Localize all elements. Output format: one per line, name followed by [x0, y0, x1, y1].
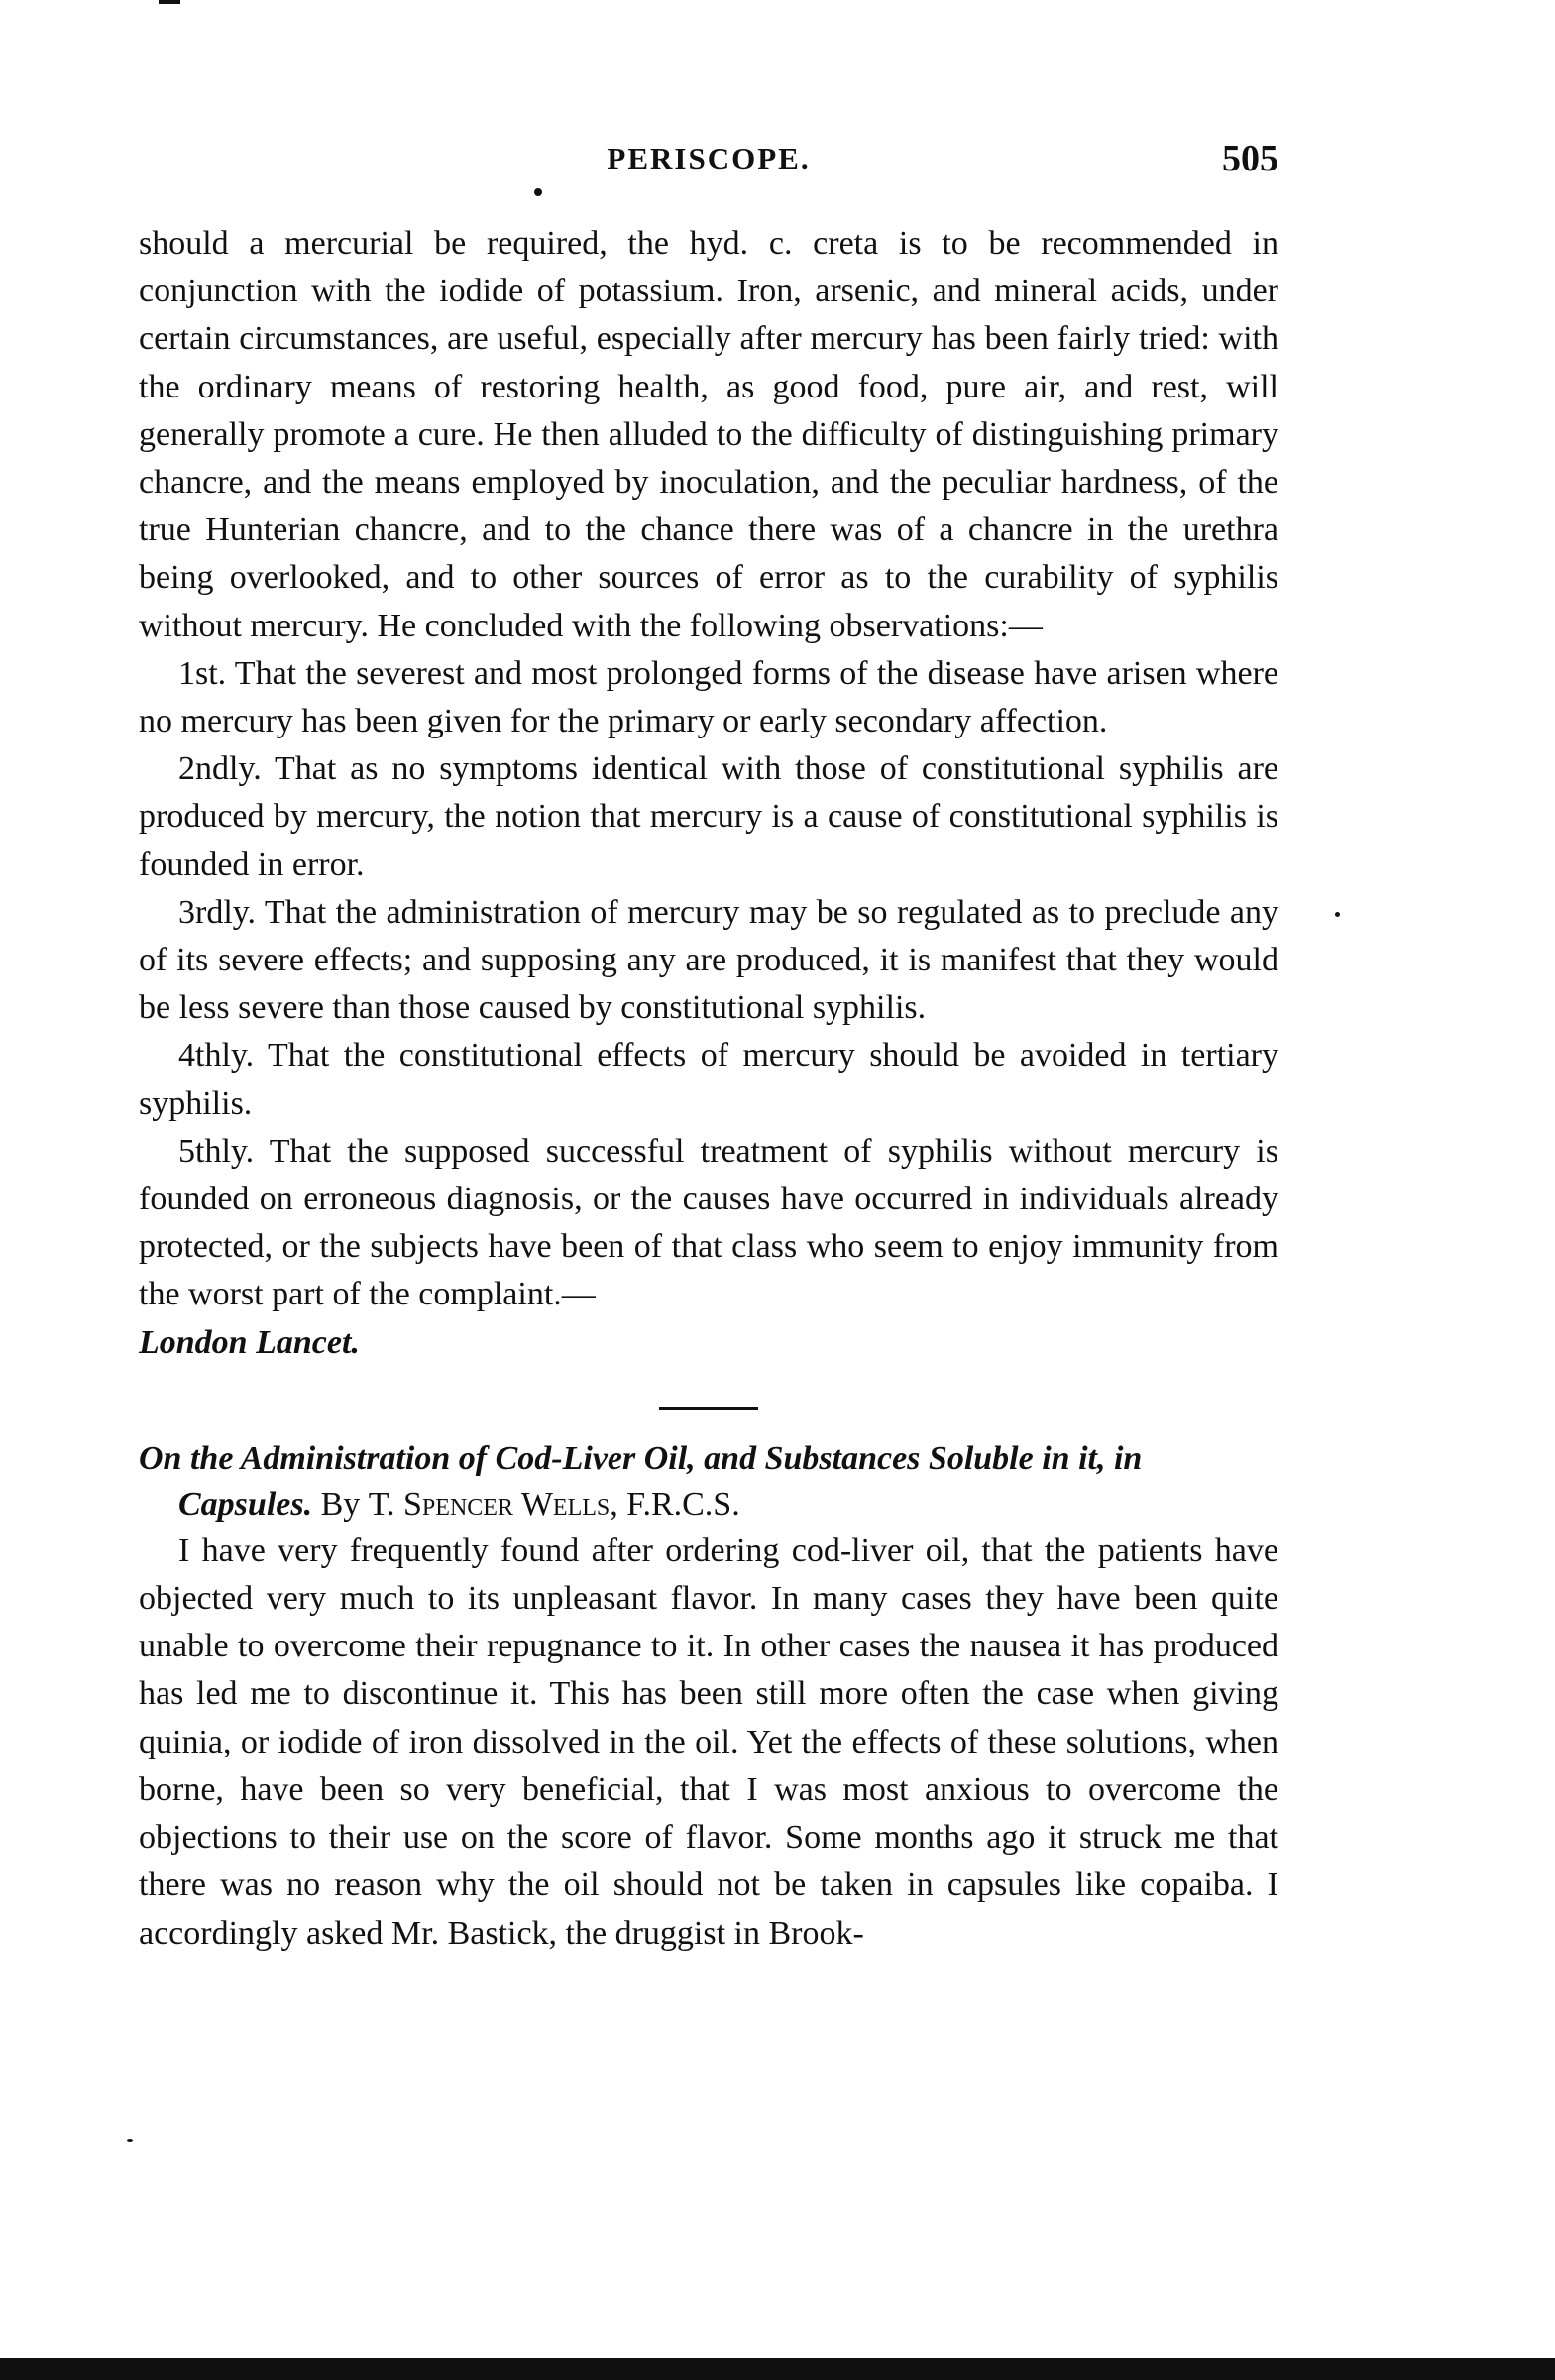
observation-3: 3rdly. That the administration of mercury may be so regulated as to preclude any of its severe effects; and supposing any are produced, it is manifest that they would be less severe than those caused by constitutional syphilis.	[139, 893, 1278, 1027]
article-byline	[321, 1486, 740, 1523]
scan-bottom-border	[0, 2358, 1555, 2380]
section-divider	[659, 1407, 758, 1410]
article-title-line	[139, 1436, 1278, 1528]
running-head	[139, 137, 1278, 186]
article-title: On the Administration of Cod-Liver Oil, and Substances Soluble in it, in Capsules.	[139, 1439, 1143, 1523]
page-number: 505	[1222, 138, 1278, 179]
ink-speck	[127, 2139, 133, 2142]
article-paragraph: I have very frequently found after ordering cod-liver oil, that the patients have objected very much to its unpleasant flavor. In many cases they have been quite unable to overcome their repugnance to it. In other cases the nausea it has produced has led me to discontinue it. This has been still more often the case when giving quinia, or iodide of iron dissolved in the oil. Yet the effects of these solutions, when borne, have been so very beneficial, that I was most anxious to overcome the objections to their use on the score of flavor. Some months ago it struck me that there was no reason why the oil should not be taken in capsules like copaiba. I accordingly asked Mr. Bastick, the druggist in Brook-	[139, 1531, 1278, 1952]
observation-4: 4thly. That the constitutional effects of mercury should be avoided in tertiary syphilis.	[139, 1037, 1278, 1122]
scan-mark	[159, 0, 180, 4]
observation-2: 2ndly. That as no symptoms identical with those of constitutional syphilis are produced by mercury, the notion that mercury is a cause of constitutional syphilis is founded in error.	[139, 750, 1278, 883]
ink-speck	[1335, 912, 1340, 917]
byline-prefix: By	[320, 1485, 361, 1523]
article-author: T. Spencer Wells, F.R.C.S.	[368, 1485, 740, 1523]
source-citation: London Lancet.	[139, 1323, 360, 1361]
observation-5: 5thly. That the supposed successful treatment of syphilis without mercury is founded on erroneous diagnosis, or the causes have occurred in individuals already protected, or the subjects have been of that class who seem to enjoy immunity from the worst part of the complaint.—	[139, 1132, 1278, 1313]
ink-speck	[534, 188, 542, 196]
running-title: PERISCOPE.	[607, 141, 811, 175]
observation-1: 1st. That the severest and most prolonged forms of the disease have arisen where no mercury has been given for the primary or early secondary affection.	[139, 654, 1278, 740]
paragraph: should a mercurial be required, the hyd. c. creta is to be recommended in conjunction with the iodide of potassium. Iron, arsenic, and mineral acids, under certain circumstances, are useful, especially after mercury has been fairly tried: with the ordinary means of restoring health, as good food, pure air, and rest, will generally promote a cure. He then alluded to the difficulty of distinguishing primary chancre, and the means employed by inoculation, and the peculiar hardness, of the true Hunterian chancre, and to the chance there was of a chancre in the urethra being overlooked, and to other sources of error as to the curability of syphilis without mercury. He concluded with the following observations:—	[139, 225, 1278, 644]
body-text	[139, 220, 1278, 1958]
